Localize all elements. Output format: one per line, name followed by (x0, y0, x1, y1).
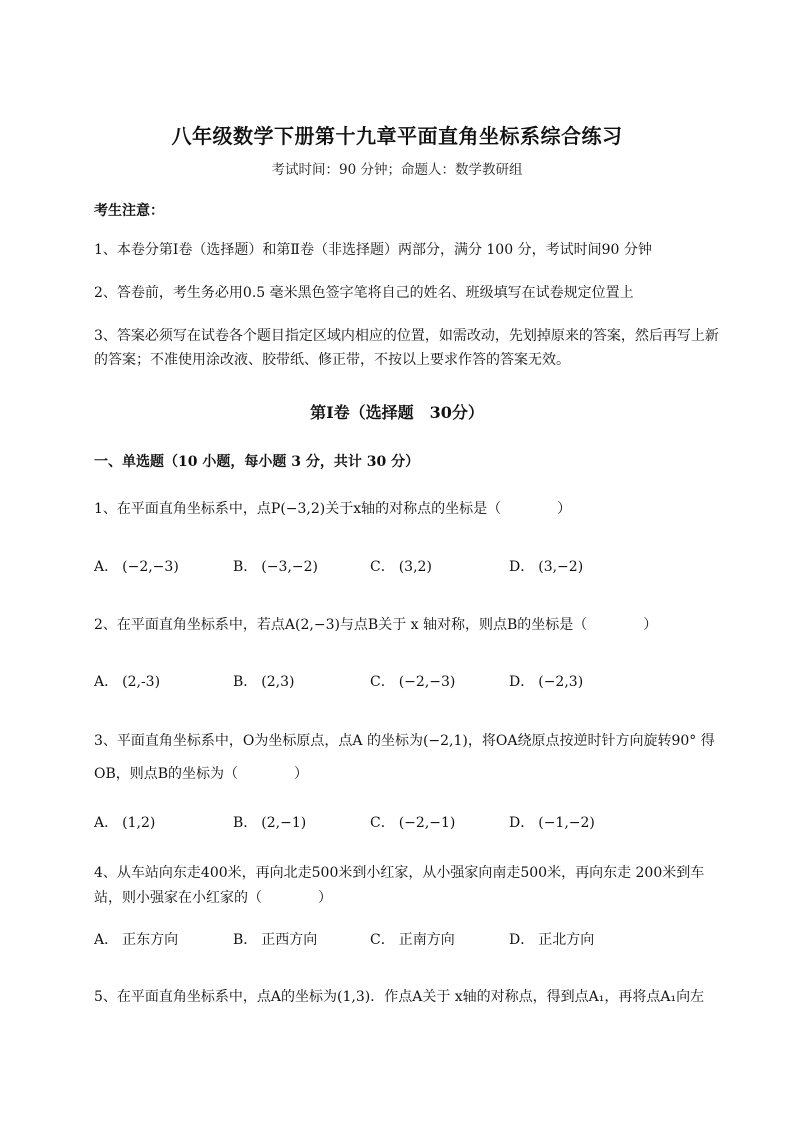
notice-item-2: 2、答卷前，考生务必用0.5 毫米黑色签字笔将自己的姓名、班级填写在试卷规定位置上 (94, 285, 634, 301)
option-label: B． (233, 932, 258, 948)
option-value: (−2,−3) (122, 559, 179, 575)
page-title: 八年级数学下册第十九章平面直角坐标系综合练习 (171, 124, 623, 148)
option-value: 正东方向 (122, 932, 179, 948)
exam-info: 考试时间：90 分钟；命题人：数学教研组 (271, 162, 523, 178)
section-title: 第Ⅰ卷（选择题 30分） (310, 403, 484, 422)
question-3-cont: OB，则点B的坐标为（ ） (94, 766, 309, 782)
option-c (370, 812, 455, 832)
option-value: (−2,−1) (398, 815, 456, 831)
option-label: B． (233, 674, 258, 690)
option-a (94, 929, 178, 949)
option-label: A． (94, 932, 119, 948)
notice-heading: 考生注意： (94, 203, 164, 219)
option-label: A． (94, 674, 119, 690)
question-2: 2、在平面直角坐标系中，若点A(2,−3)与点B关于 x 轴对称，则点B的坐标是（ ） (94, 617, 658, 633)
option-value: (−2,−3) (398, 674, 456, 690)
part-heading: 一、单选题（10 小题，每小题 3 分，共计 30 分） (94, 454, 420, 470)
option-label: D． (509, 674, 535, 690)
option-label: D． (509, 815, 535, 831)
notice-item-1: 1、本卷分第Ⅰ卷（选择题）和第Ⅱ卷（非选择题）两部分，满分 100 分，考试时间90 分钟 (94, 242, 652, 258)
option-c (370, 556, 432, 576)
option-value: (2,3) (261, 674, 295, 690)
question-2-options (94, 671, 744, 695)
option-label: C． (370, 674, 395, 690)
question-3-options (94, 812, 744, 836)
option-c (370, 929, 455, 949)
option-d (509, 812, 595, 832)
option-a (94, 556, 179, 576)
option-label: A． (94, 815, 119, 831)
option-value: (−1,−2) (538, 815, 595, 831)
option-d (509, 929, 594, 949)
option-d (509, 671, 583, 691)
option-value: (2,−1) (261, 815, 307, 831)
option-label: B． (233, 559, 258, 575)
option-value: (2,-3) (122, 674, 161, 690)
option-value: (3,−2) (538, 559, 584, 575)
option-value: (−2,3) (538, 674, 584, 690)
question-4: 4、从车站向东走400米，再向北走500米到小红家，从小强家向南走500米，再向东走 200米到车 (94, 865, 705, 881)
question-5: 5、在平面直角坐标系中，点A的坐标为(1,3)．作点A关于 x轴的对称点，得到点A₁，再将点A₁向左 (94, 989, 705, 1005)
option-label: C． (370, 559, 395, 575)
option-c (370, 671, 455, 691)
option-label: B． (233, 815, 258, 831)
option-value: 正北方向 (538, 932, 595, 948)
option-value: (1,2) (122, 815, 156, 831)
option-d (509, 556, 583, 576)
notice-item-3: 3、答案必须写在试卷各个题目指定区域内相应的位置，如需改动，先划掉原来的答案，然后再写上新 (94, 328, 719, 344)
option-label: A． (94, 559, 119, 575)
question-4-options (94, 929, 744, 953)
option-b (233, 929, 317, 949)
option-label: C． (370, 932, 395, 948)
option-label: C． (370, 815, 395, 831)
question-3: 3、平面直角坐标系中，O为坐标原点，点A 的坐标为(−2,1)，将OA绕原点按逆时针方向旋转90° 得 (94, 733, 715, 749)
notice-item-3-cont: 的答案；不准使用涂改液、胶带纸、修正带，不按以上要求作答的答案无效。 (94, 352, 570, 368)
question-1-options (94, 556, 744, 580)
option-label: D． (509, 559, 535, 575)
option-value: 正南方向 (398, 932, 455, 948)
option-b (233, 556, 318, 576)
option-b (233, 812, 306, 832)
option-value: (3,2) (398, 559, 432, 575)
option-a (94, 671, 160, 691)
option-value: 正西方向 (261, 932, 318, 948)
option-a (94, 812, 155, 832)
option-b (233, 671, 295, 691)
option-value: (−3,−2) (261, 559, 318, 575)
option-label: D． (509, 932, 535, 948)
question-1: 1、在平面直角坐标系中，点P(−3,2)关于x轴的对称点的坐标是（ ） (94, 501, 572, 517)
question-4-cont: 站，则小强家在小红家的（ ） (94, 890, 332, 906)
